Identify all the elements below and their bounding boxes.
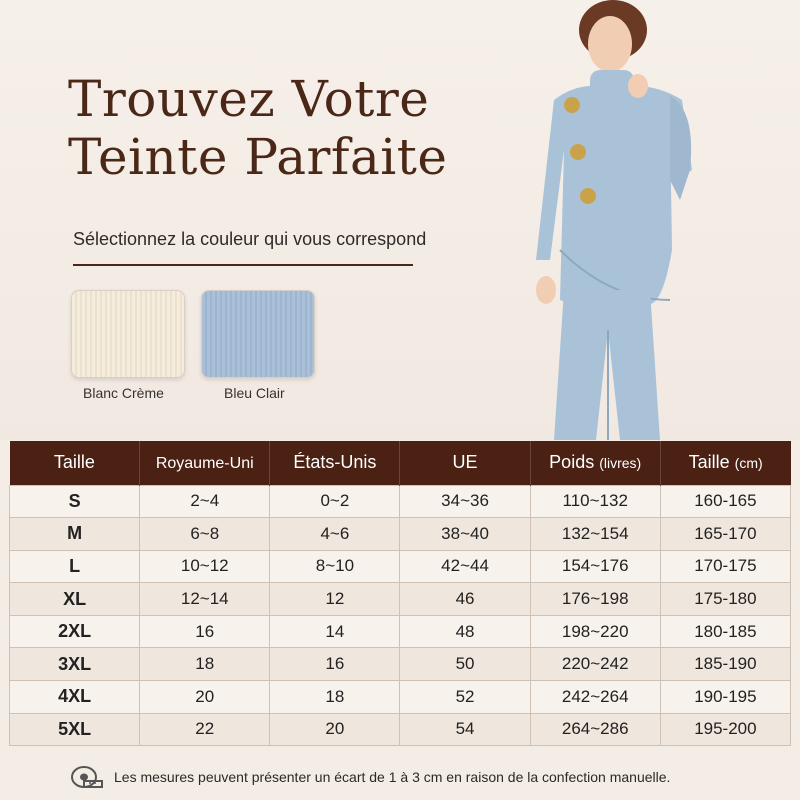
header-uk xyxy=(140,441,270,485)
cell-weight: 198~220 xyxy=(530,615,660,648)
header-size xyxy=(10,441,140,485)
model-photo xyxy=(520,0,720,440)
cell-height: 160-165 xyxy=(660,485,790,518)
table-row xyxy=(10,713,791,746)
cell-eu: 46 xyxy=(400,583,530,616)
cell-weight: 176~198 xyxy=(530,583,660,616)
cell-size: M xyxy=(10,518,140,551)
header-height xyxy=(660,441,790,485)
table-row xyxy=(10,518,791,551)
header-label: Poids xyxy=(549,452,595,473)
header-unit: (cm) xyxy=(734,455,763,472)
cell-eu: 38~40 xyxy=(400,518,530,551)
header-label: UE xyxy=(452,452,478,473)
cell-eu: 48 xyxy=(400,615,530,648)
cell-eu: 42~44 xyxy=(400,550,530,583)
swatch-light-blue[interactable] xyxy=(201,290,315,378)
cell-weight: 220~242 xyxy=(530,648,660,681)
cell-size: XL xyxy=(10,583,140,616)
cell-uk: 20 xyxy=(140,681,270,714)
table-header-row xyxy=(10,441,791,485)
cell-height: 190-195 xyxy=(660,681,790,714)
cell-us: 14 xyxy=(270,615,400,648)
cell-uk: 12~14 xyxy=(140,583,270,616)
cell-eu: 34~36 xyxy=(400,485,530,518)
cell-size: 4XL xyxy=(10,681,140,714)
size-chart xyxy=(9,441,791,746)
title-line-2: Teinte Parfaite xyxy=(68,128,448,186)
title-line-1: Trouvez Votre xyxy=(68,70,430,128)
cell-weight: 110~132 xyxy=(530,485,660,518)
header-eu xyxy=(400,441,530,485)
cell-size: 3XL xyxy=(10,648,140,681)
cell-size: 5XL xyxy=(10,713,140,746)
table-row xyxy=(10,681,791,714)
table-row xyxy=(10,485,791,518)
cell-uk: 10~12 xyxy=(140,550,270,583)
header-label: Taille xyxy=(53,452,95,473)
cell-size: L xyxy=(10,550,140,583)
note-text: Les mesures peuvent présenter un écart de 1 à 3 cm en raison de la confection manuelle. xyxy=(114,769,671,785)
cell-us: 12 xyxy=(270,583,400,616)
cell-uk: 22 xyxy=(140,713,270,746)
cell-uk: 16 xyxy=(140,615,270,648)
cell-us: 4~6 xyxy=(270,518,400,551)
cell-height: 175-180 xyxy=(660,583,790,616)
header-label: États-Unis xyxy=(293,452,377,473)
divider xyxy=(73,264,413,266)
header-us xyxy=(270,441,400,485)
cell-us: 18 xyxy=(270,681,400,714)
page-title xyxy=(68,70,528,186)
cell-height: 170-175 xyxy=(660,550,790,583)
size-table xyxy=(9,441,791,746)
cell-weight: 154~176 xyxy=(530,550,660,583)
table-row xyxy=(10,615,791,648)
measurement-note xyxy=(70,764,790,790)
cell-us: 20 xyxy=(270,713,400,746)
model-illustration xyxy=(520,0,720,440)
header-label: Taille xyxy=(688,452,730,473)
measuring-tape-icon xyxy=(70,765,104,789)
table-row xyxy=(10,550,791,583)
cell-us: 8~10 xyxy=(270,550,400,583)
cell-size: S xyxy=(10,485,140,518)
cell-uk: 2~4 xyxy=(140,485,270,518)
cell-eu: 54 xyxy=(400,713,530,746)
cell-us: 16 xyxy=(270,648,400,681)
header-weight xyxy=(530,441,660,485)
table-row xyxy=(10,583,791,616)
cell-uk: 6~8 xyxy=(140,518,270,551)
cell-height: 185-190 xyxy=(660,648,790,681)
swatch-label-cream: Blanc Crème xyxy=(83,385,164,401)
swatch-cream[interactable] xyxy=(71,290,185,378)
header-unit: (livres) xyxy=(599,455,642,472)
header-label: Royaume-Uni xyxy=(155,455,254,473)
cell-us: 0~2 xyxy=(270,485,400,518)
subtitle: Sélectionnez la couleur qui vous correspond xyxy=(73,229,427,249)
cell-size: 2XL xyxy=(10,615,140,648)
table-body xyxy=(10,485,791,746)
cell-height: 180-185 xyxy=(660,615,790,648)
table-row xyxy=(10,648,791,681)
cell-uk: 18 xyxy=(140,648,270,681)
swatch-label-light-blue: Bleu Clair xyxy=(224,385,285,401)
cell-weight: 132~154 xyxy=(530,518,660,551)
cell-eu: 50 xyxy=(400,648,530,681)
cell-eu: 52 xyxy=(400,681,530,714)
cell-height: 195-200 xyxy=(660,713,790,746)
cell-height: 165-170 xyxy=(660,518,790,551)
cell-weight: 264~286 xyxy=(530,713,660,746)
cell-weight: 242~264 xyxy=(530,681,660,714)
